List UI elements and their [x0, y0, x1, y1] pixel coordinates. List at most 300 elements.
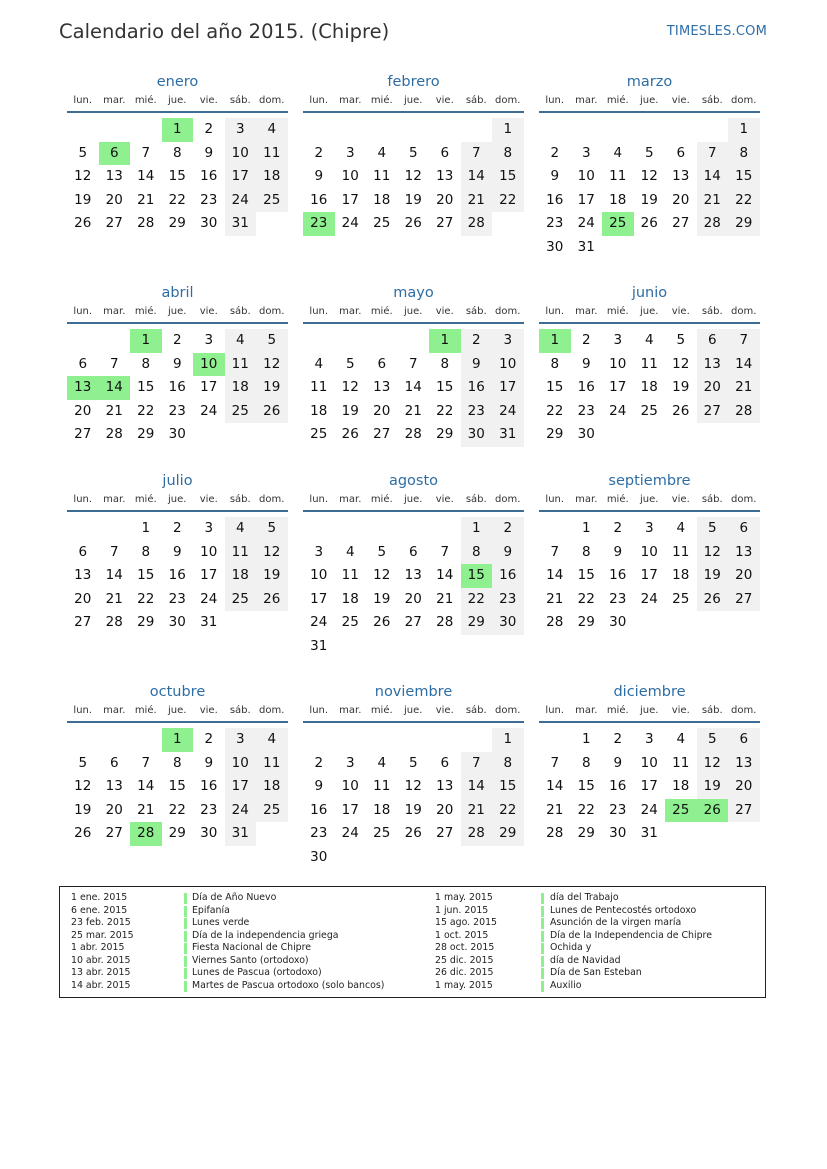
day-cell: 31	[200, 614, 218, 630]
day-cell: 28	[728, 400, 760, 424]
day-cell: 8	[492, 752, 524, 776]
weekday-label: sáb.	[701, 494, 723, 505]
day-cell: 21	[461, 189, 493, 213]
holiday-name: Auxilio	[550, 979, 582, 991]
day-cell: 4	[256, 728, 288, 752]
day-cell: 15	[137, 567, 155, 583]
holiday-date: 1 may. 2015	[435, 979, 493, 991]
day-cell: 8	[492, 142, 524, 166]
day-cell: 19	[341, 402, 359, 419]
day-cell: 31	[310, 637, 328, 654]
day-cell: 14	[105, 567, 123, 583]
day-cell: 14	[137, 778, 155, 794]
day-cell: 20	[697, 376, 729, 400]
day-cell: 7	[440, 543, 450, 560]
day-cell: 27	[672, 215, 690, 231]
day-cell: 16	[310, 801, 328, 818]
day-cell: 10	[341, 778, 359, 794]
day-cell: 9	[613, 543, 623, 560]
month-header-rule	[539, 322, 760, 324]
day-cell: 12	[74, 778, 92, 794]
day-cell: 24	[609, 402, 627, 419]
day-cell: 1	[581, 731, 591, 747]
weekday-label: vie.	[435, 306, 454, 317]
holiday-legend	[59, 886, 766, 998]
day-cell: 3	[345, 144, 355, 161]
day-cell: 14	[461, 165, 493, 189]
day-cell: 8	[440, 355, 450, 372]
holiday-date: 14 abr. 2015	[71, 979, 131, 991]
day-cell: 19	[256, 376, 288, 400]
day-cell: 8	[141, 355, 151, 372]
day-cell: 14	[436, 567, 454, 583]
holiday-marker	[541, 956, 544, 967]
holiday-marker	[184, 918, 187, 929]
day-cell: 23	[461, 400, 493, 424]
day-cell: 5	[256, 517, 288, 541]
day-cell: 6	[78, 355, 88, 372]
day-cell: 24	[200, 590, 218, 607]
day-cell: 9	[172, 355, 182, 372]
day-cell: 12	[404, 168, 422, 184]
day-cell: 7	[408, 355, 418, 372]
day-cell: 2	[314, 144, 324, 161]
day-cell: 29	[137, 614, 155, 630]
holiday-name: Martes de Pascua ortodoxo (solo bancos)	[192, 979, 385, 991]
day-cell: 30	[168, 426, 186, 442]
day-cell: 2	[550, 144, 560, 161]
day-cell: 15	[492, 165, 524, 189]
day-cell: 12	[373, 567, 391, 583]
weekday-label: jue.	[168, 95, 187, 106]
weekday-label: jue.	[404, 705, 423, 716]
day-cell: 3	[204, 332, 214, 348]
holiday-day-cell: 1	[130, 329, 162, 353]
weekday-label: sáb.	[701, 306, 723, 317]
day-cell: 11	[373, 168, 391, 184]
day-cell: 22	[728, 189, 760, 213]
day-cell: 11	[225, 541, 257, 565]
day-cell: 19	[256, 564, 288, 588]
weekday-label: mié.	[134, 95, 157, 106]
day-cell: 25	[373, 825, 391, 841]
day-cell: 29	[546, 426, 564, 442]
day-cell: 8	[141, 543, 151, 560]
weekday-label: mié.	[606, 306, 629, 317]
day-cell: 4	[377, 754, 387, 771]
day-cell: 2	[492, 517, 524, 541]
day-cell: 15	[168, 778, 186, 794]
day-cell: 3	[204, 520, 214, 536]
day-cell: 3	[225, 118, 257, 142]
weekday-label: lun.	[73, 705, 93, 716]
day-cell: 23	[168, 402, 186, 419]
weekday-label: mié.	[134, 306, 157, 317]
holiday-name: Lunes verde	[192, 917, 250, 929]
weekday-label: dom.	[731, 494, 757, 505]
weekday-label: jue.	[404, 494, 423, 505]
day-cell: 26	[697, 588, 729, 612]
day-cell: 24	[341, 825, 359, 841]
day-cell: 26	[404, 825, 422, 841]
day-cell: 27	[697, 400, 729, 424]
day-cell: 11	[256, 752, 288, 776]
weekday-label: lun.	[545, 705, 565, 716]
day-cell: 17	[225, 775, 257, 799]
weekday-label: sáb.	[465, 494, 487, 505]
day-cell: 30	[609, 825, 627, 841]
day-cell: 18	[672, 778, 690, 794]
day-cell: 14	[697, 165, 729, 189]
day-cell: 2	[204, 121, 214, 137]
day-cell: 14	[137, 168, 155, 184]
day-cell: 28	[697, 212, 729, 236]
weekday-label: lun.	[73, 95, 93, 106]
day-cell: 26	[672, 402, 690, 419]
holiday-marker	[541, 968, 544, 979]
day-cell: 7	[461, 752, 493, 776]
day-cell: 10	[577, 168, 595, 184]
day-cell: 16	[577, 379, 595, 395]
day-cell: 26	[74, 825, 92, 841]
day-cell: 18	[341, 590, 359, 607]
holiday-date: 1 jun. 2015	[435, 904, 489, 916]
day-cell: 22	[137, 402, 155, 419]
day-cell: 28	[461, 212, 493, 236]
day-cell: 8	[581, 543, 591, 560]
day-cell: 6	[377, 355, 387, 372]
holiday-name: Día de la independencia griega	[192, 929, 339, 941]
month-header-rule	[539, 111, 760, 113]
day-cell: 18	[256, 775, 288, 799]
day-cell: 24	[640, 590, 658, 607]
month-title: marzo	[626, 74, 673, 90]
weekday-label: lun.	[309, 95, 329, 106]
day-cell: 22	[577, 801, 595, 818]
brand-link[interactable]: TIMESLES.COM	[666, 24, 767, 39]
day-cell: 11	[310, 379, 328, 395]
day-cell: 18	[672, 567, 690, 583]
day-cell: 17	[492, 376, 524, 400]
weekday-label: sáb.	[229, 494, 251, 505]
day-cell: 22	[461, 588, 493, 612]
day-cell: 24	[225, 189, 257, 213]
day-cell: 23	[609, 590, 627, 607]
holiday-marker	[184, 981, 187, 992]
holiday-day-cell: 6	[99, 142, 131, 166]
weekday-label: sáb.	[229, 306, 251, 317]
weekday-label: dom.	[731, 306, 757, 317]
day-cell: 9	[492, 541, 524, 565]
holiday-date: 6 ene. 2015	[71, 904, 128, 916]
day-cell: 25	[373, 215, 391, 231]
day-cell: 15	[137, 379, 155, 395]
day-cell: 11	[672, 754, 690, 771]
month-header-rule	[67, 322, 288, 324]
day-cell: 16	[168, 567, 186, 583]
day-cell: 10	[640, 754, 658, 771]
holiday-date: 26 dic. 2015	[435, 967, 494, 979]
day-cell: 3	[644, 731, 654, 747]
day-cell: 1	[492, 118, 524, 142]
day-cell: 23	[200, 191, 218, 208]
day-cell: 6	[440, 754, 450, 771]
holiday-marker	[184, 968, 187, 979]
day-cell: 27	[105, 825, 123, 841]
day-cell: 9	[172, 543, 182, 560]
day-cell: 30	[492, 611, 524, 635]
day-cell: 10	[492, 353, 524, 377]
month-title: septiembre	[608, 473, 691, 489]
day-cell: 27	[728, 799, 760, 823]
day-cell: 5	[256, 329, 288, 353]
day-cell: 23	[609, 801, 627, 818]
day-cell: 11	[256, 142, 288, 166]
day-cell: 28	[436, 614, 454, 630]
weekday-label: dom.	[731, 95, 757, 106]
day-cell: 19	[672, 379, 690, 395]
day-cell: 30	[200, 215, 218, 231]
day-cell: 8	[461, 541, 493, 565]
holiday-date: 28 oct. 2015	[435, 942, 495, 954]
holiday-name: Día de Año Nuevo	[192, 892, 277, 903]
day-cell: 31	[225, 822, 257, 846]
holiday-day-cell: 10	[193, 353, 225, 377]
month-title: mayo	[393, 285, 434, 301]
day-cell: 12	[404, 778, 422, 794]
day-cell: 29	[728, 212, 760, 236]
day-cell: 24	[225, 799, 257, 823]
holiday-day-cell: 1	[539, 329, 571, 353]
holiday-marker	[541, 981, 544, 992]
day-cell: 20	[404, 590, 422, 607]
day-cell: 21	[105, 402, 123, 419]
day-cell: 24	[341, 215, 359, 231]
day-cell: 13	[105, 778, 123, 794]
day-cell: 2	[613, 731, 623, 747]
day-cell: 17	[341, 801, 359, 818]
holiday-name: Lunes de Pascua (ortodoxo)	[192, 967, 322, 979]
weekday-label: dom.	[495, 95, 521, 106]
month-header-rule	[303, 322, 524, 324]
day-cell: 12	[697, 752, 729, 776]
weekday-label: mié.	[606, 705, 629, 716]
day-cell: 16	[168, 379, 186, 395]
weekday-label: lun.	[545, 494, 565, 505]
weekday-label: vie.	[671, 306, 690, 317]
weekday-label: sáb.	[229, 705, 251, 716]
day-cell: 16	[546, 191, 564, 208]
day-cell: 3	[345, 754, 355, 771]
day-cell: 25	[672, 590, 690, 607]
day-cell: 16	[310, 191, 328, 208]
day-cell: 31	[640, 825, 658, 841]
day-cell: 2	[314, 754, 324, 771]
day-cell: 15	[492, 775, 524, 799]
holiday-marker	[184, 906, 187, 917]
holiday-marker	[541, 931, 544, 942]
day-cell: 18	[373, 191, 391, 208]
day-cell: 19	[640, 191, 658, 208]
holiday-name: Ochida y	[550, 942, 592, 954]
day-cell: 6	[440, 144, 450, 161]
day-cell: 5	[644, 144, 654, 161]
day-cell: 11	[609, 168, 627, 184]
day-cell: 22	[137, 590, 155, 607]
day-cell: 29	[492, 822, 524, 846]
day-cell: 21	[546, 590, 564, 607]
holiday-date: 1 oct. 2015	[435, 929, 489, 941]
month-header-rule	[67, 721, 288, 723]
day-cell: 3	[314, 543, 324, 560]
day-cell: 29	[168, 825, 186, 841]
weekday-label: lun.	[309, 705, 329, 716]
day-cell: 28	[404, 426, 422, 442]
day-cell: 20	[436, 801, 454, 818]
holiday-day-cell: 26	[697, 799, 729, 823]
day-cell: 7	[141, 754, 151, 771]
day-cell: 6	[109, 754, 119, 771]
holiday-name: Viernes Santo (ortodoxo)	[192, 954, 309, 966]
day-cell: 5	[377, 543, 387, 560]
day-cell: 23	[577, 402, 595, 419]
day-cell: 30	[609, 614, 627, 630]
day-cell: 7	[728, 329, 760, 353]
day-cell: 2	[581, 332, 591, 348]
day-cell: 26	[373, 614, 391, 630]
day-cell: 9	[314, 168, 324, 184]
weekday-label: lun.	[73, 306, 93, 317]
day-cell: 19	[74, 191, 92, 208]
day-cell: 23	[310, 825, 328, 841]
holiday-day-cell: 15	[461, 564, 493, 588]
month-header-rule	[67, 111, 288, 113]
weekday-label: dom.	[731, 705, 757, 716]
day-cell: 27	[728, 588, 760, 612]
month-title: abril	[161, 285, 194, 301]
weekday-label: mar.	[575, 494, 598, 505]
day-cell: 16	[200, 168, 218, 184]
day-cell: 17	[640, 567, 658, 583]
day-cell: 22	[492, 799, 524, 823]
day-cell: 20	[373, 402, 391, 419]
day-cell: 28	[461, 822, 493, 846]
day-cell: 25	[256, 799, 288, 823]
day-cell: 11	[672, 543, 690, 560]
day-cell: 31	[577, 238, 595, 255]
month-title: enero	[156, 74, 199, 90]
day-cell: 31	[492, 423, 524, 447]
weekday-label: mié.	[134, 705, 157, 716]
day-cell: 23	[200, 801, 218, 818]
day-cell: 9	[204, 144, 214, 161]
day-cell: 21	[137, 801, 155, 818]
day-cell: 9	[581, 355, 591, 372]
holiday-day-cell: 1	[162, 118, 194, 142]
day-cell: 27	[373, 426, 391, 442]
month-title: octubre	[149, 684, 206, 700]
day-cell: 20	[436, 191, 454, 208]
weekday-label: mié.	[606, 95, 629, 106]
day-cell: 8	[172, 754, 182, 771]
day-cell: 3	[492, 329, 524, 353]
weekday-label: vie.	[671, 494, 690, 505]
day-cell: 29	[577, 825, 595, 841]
day-cell: 12	[74, 168, 92, 184]
day-cell: 20	[672, 191, 690, 208]
weekday-label: mié.	[134, 494, 157, 505]
weekday-label: vie.	[435, 494, 454, 505]
holiday-day-cell: 1	[429, 329, 461, 353]
month-title: febrero	[387, 74, 440, 90]
holiday-name: Asunción de la virgen maría	[550, 917, 682, 929]
day-cell: 12	[640, 168, 658, 184]
day-cell: 25	[640, 402, 658, 419]
day-cell: 8	[728, 142, 760, 166]
day-cell: 5	[345, 355, 355, 372]
weekday-label: dom.	[259, 494, 285, 505]
day-cell: 29	[436, 426, 454, 442]
day-cell: 13	[728, 541, 760, 565]
day-cell: 7	[550, 543, 560, 560]
day-cell: 21	[697, 189, 729, 213]
day-cell: 17	[577, 191, 595, 208]
day-cell: 23	[492, 588, 524, 612]
day-cell: 1	[581, 520, 591, 536]
holiday-date: 25 dic. 2015	[435, 954, 494, 966]
day-cell: 29	[168, 215, 186, 231]
day-cell: 19	[373, 590, 391, 607]
day-cell: 1	[492, 728, 524, 752]
holiday-date: 23 feb. 2015	[71, 917, 131, 929]
weekday-label: jue.	[404, 306, 423, 317]
day-cell: 13	[74, 567, 92, 583]
day-cell: 20	[74, 402, 92, 419]
month-header-rule	[303, 510, 524, 512]
day-cell: 29	[461, 611, 493, 635]
day-cell: 11	[640, 355, 658, 372]
day-cell: 27	[105, 215, 123, 231]
weekday-label: jue.	[640, 95, 659, 106]
day-cell: 3	[225, 728, 257, 752]
day-cell: 17	[640, 778, 658, 794]
day-cell: 10	[609, 355, 627, 372]
weekday-label: vie.	[199, 494, 218, 505]
month-title: julio	[162, 473, 193, 489]
day-cell: 4	[256, 118, 288, 142]
month-header-rule	[303, 111, 524, 113]
weekday-label: dom.	[259, 95, 285, 106]
weekday-label: dom.	[259, 306, 285, 317]
weekday-label: jue.	[404, 95, 423, 106]
month-header-rule	[539, 721, 760, 723]
day-cell: 10	[225, 142, 257, 166]
day-cell: 6	[728, 517, 760, 541]
day-cell: 12	[697, 541, 729, 565]
day-cell: 7	[550, 754, 560, 771]
day-cell: 19	[74, 801, 92, 818]
day-cell: 4	[613, 144, 623, 161]
day-cell: 3	[581, 144, 591, 161]
weekday-label: mar.	[103, 494, 126, 505]
holiday-marker	[184, 956, 187, 967]
day-cell: 21	[728, 376, 760, 400]
holiday-day-cell: 28	[130, 822, 162, 846]
day-cell: 24	[492, 400, 524, 424]
day-cell: 28	[546, 825, 564, 841]
day-cell: 30	[310, 848, 328, 865]
holiday-name: Día de la Independencia de Chipre	[550, 929, 712, 941]
